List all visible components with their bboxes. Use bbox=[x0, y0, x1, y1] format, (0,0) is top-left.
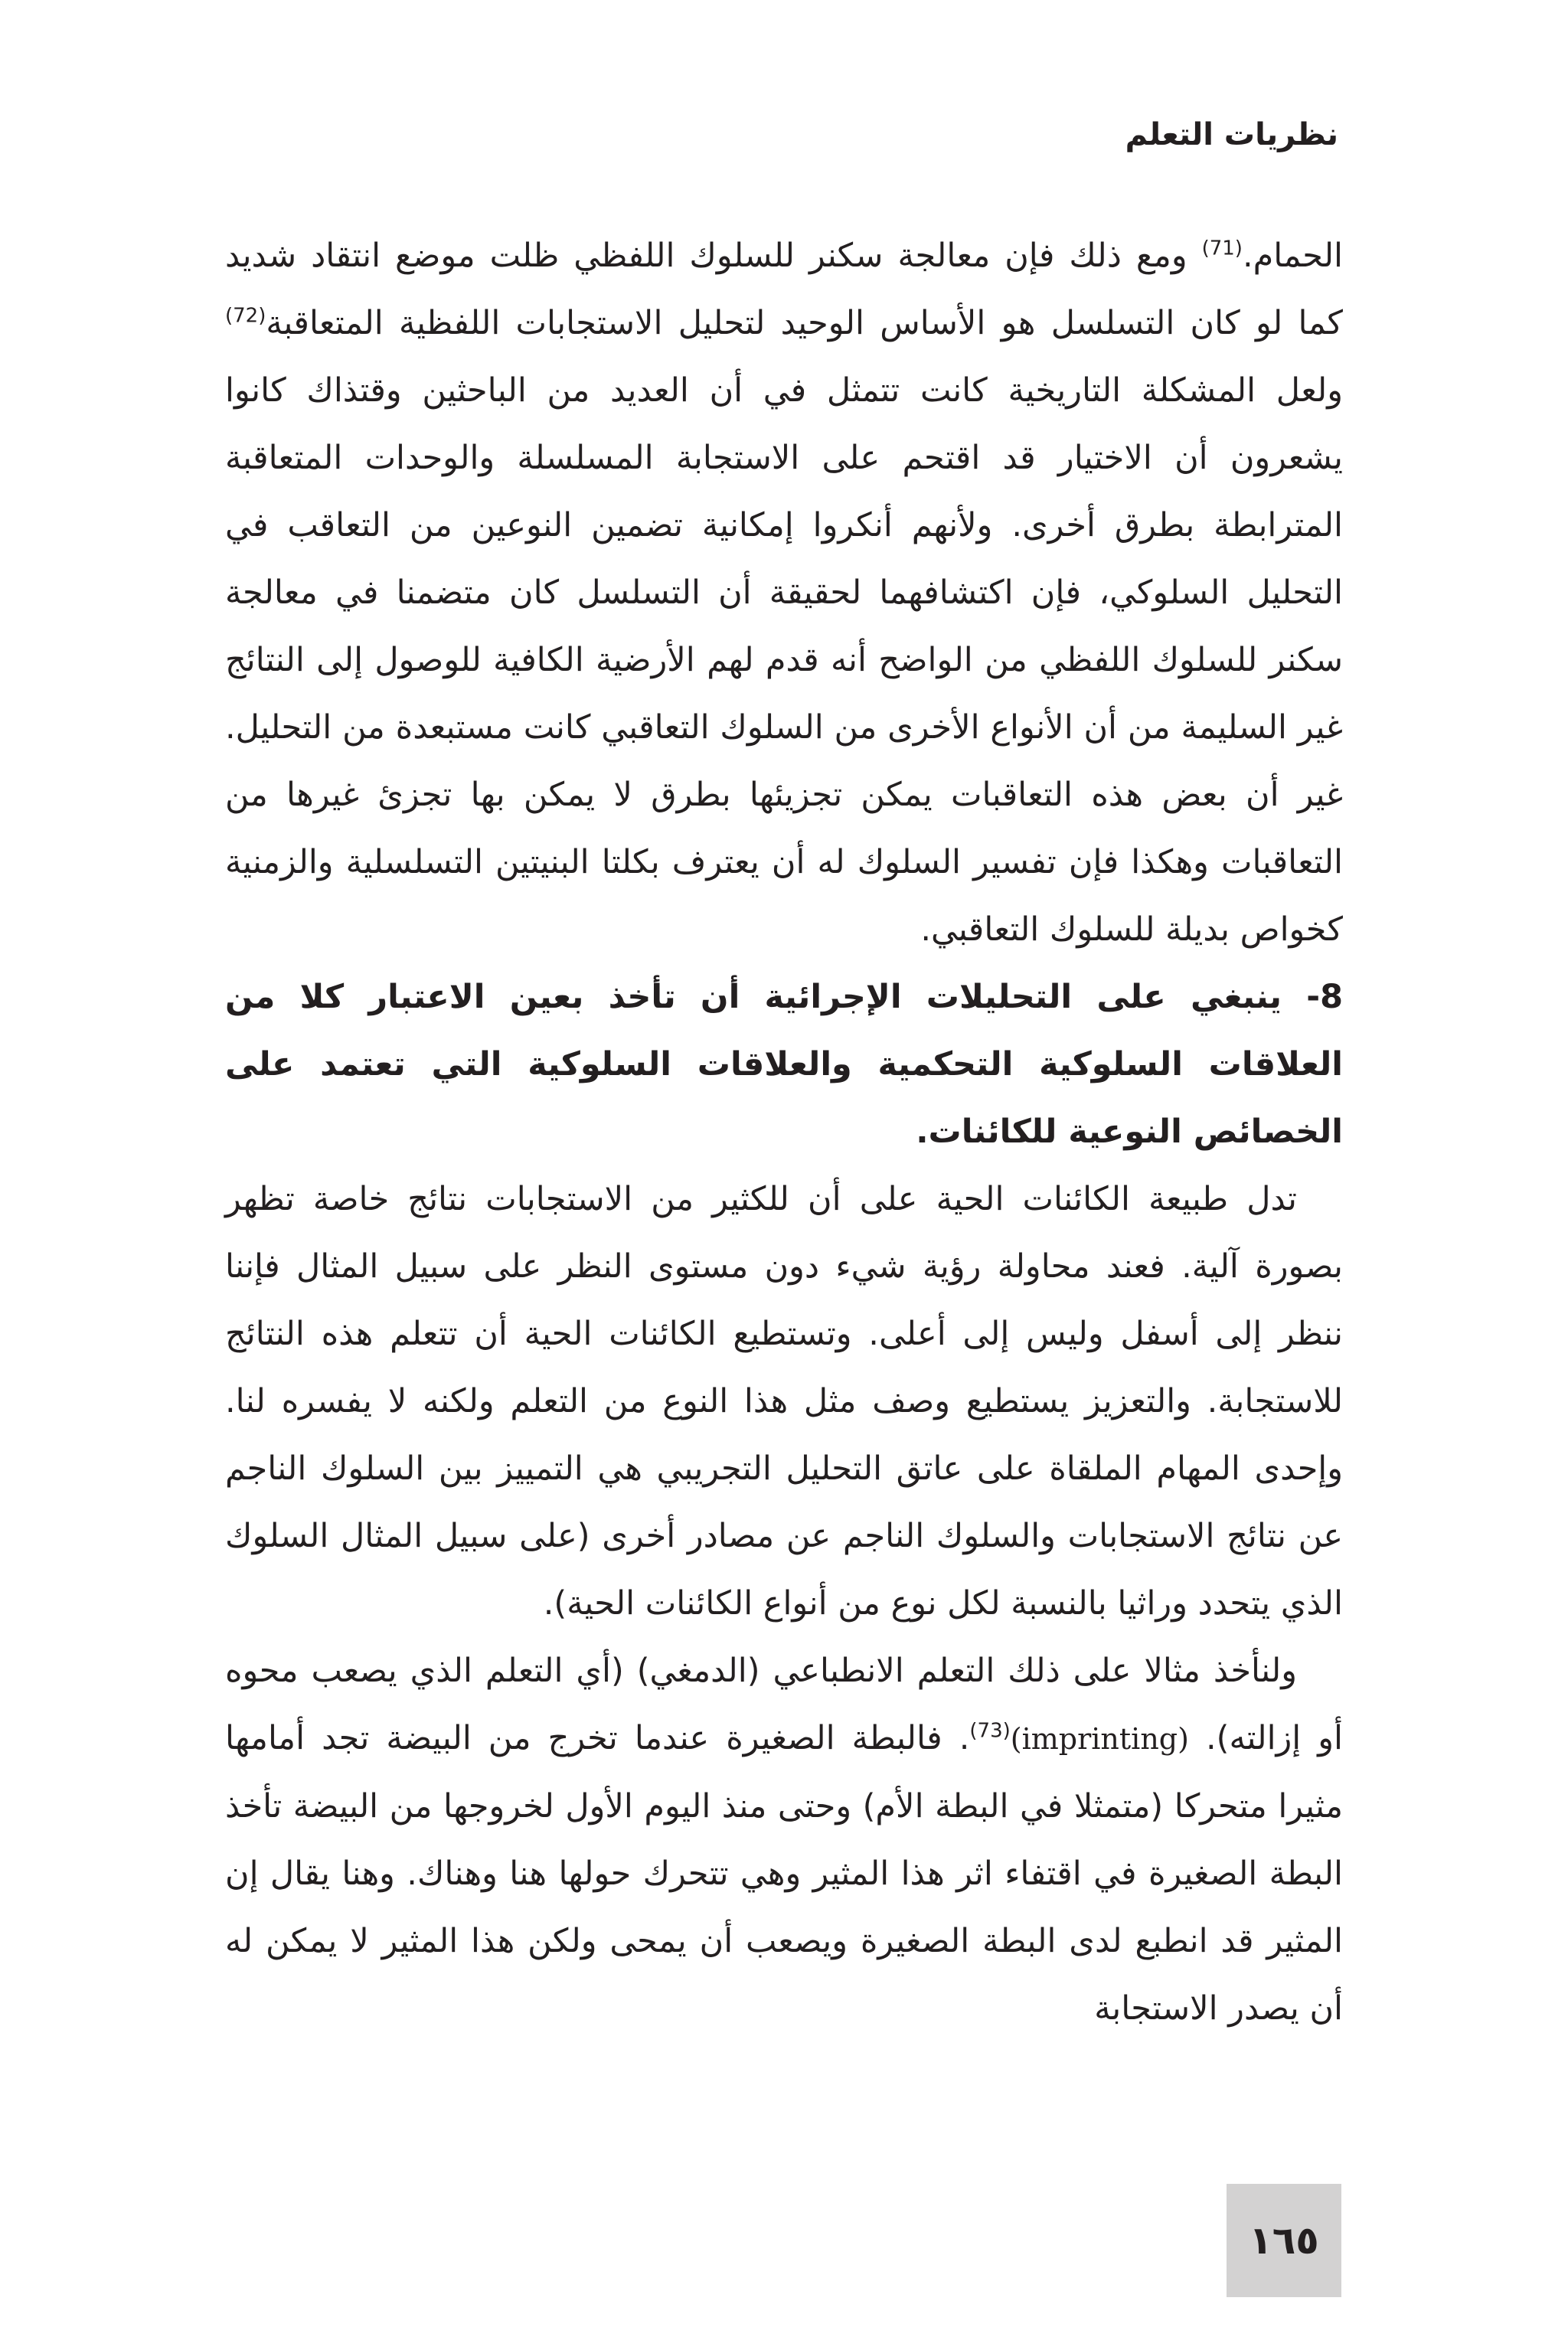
section-heading-8: 8- ينبغي على التحليلات الإجرائية أن تأخذ بعين الاعتبار كلا من العلاقات السلوكية التحكمية والعلاقات السلوكية التي تعتمد على الخصائص النوعية للكائنات. bbox=[225, 978, 1343, 1151]
paragraph-1 bbox=[225, 222, 1343, 963]
footnote-ref-71[interactable]: (71) bbox=[1201, 237, 1243, 260]
paragraph-3-part-a: ولنأخذ مثالا على ذلك التعلم الانطباعي (الدمغي) (أي التعلم الذي يصعب محوه أو إزالته). bbox=[225, 1652, 1343, 1757]
running-header: نظريات التعلم bbox=[1125, 117, 1338, 152]
body-text bbox=[225, 222, 1343, 2042]
paragraph-1-part-b: ومع ذلك فإن معالجة سكنر للسلوك اللفظي ظلت موضع انتقاد شديد كما لو كان التسلسل هو الأساس الوحيد لتحليل الاستجابات اللفظية المتعاقبة bbox=[225, 237, 1343, 342]
paragraph-1-part-a: الحمام. bbox=[1242, 237, 1343, 275]
paragraph-1-part-c: ولعل المشكلة التاريخية كانت تتمثل في أن العديد من الباحثين وقتذاك كانوا يشعرون أن الاختيار قد اقتحم على الاستجابة المسلسلة والوحدات المتعاقبة المترابطة بطرق أخرى. ولأنهم أنكروا إمكانية تضمين النوعين من التعاقب في التحليل السلوكي، فإن اكتشافهما لحقيقة أن التسلسل كان متضمنا في معالجة سكنر للسلوك اللفظي من الواضح أنه قدم لهم الأرضية الكافية للوصول إلى النتائج غير السليمة من أن الأنواع الأخرى من السلوك التعاقبي كانت مستبعدة من التحليل. غير أن بعض هذه التعاقبات يمكن تجزيئها بطرق لا يمكن بها تجزئ غيرها من التعاقبات وهكذا فإن تفسير السلوك له أن يعترف بكلتا البنيتين التسلسلية والزمنية كخواص بديلة للسلوك التعاقبي. bbox=[225, 371, 1343, 949]
paragraph-2: تدل طبيعة الكائنات الحية على أن للكثير من الاستجابات نتائج خاصة تظهر بصورة آلية. فعند محاولة رؤية شيء دون مستوى النظر على سبيل المثال فإننا ننظر إلى أسفل وليس إلى أعلى. وتستطيع الكائنات الحية أن تتعلم هذه النتائج للاستجابة. والتعزيز يستطيع وصف مثل هذا النوع من التعلم ولكنه لا يفسره لنا. وإحدى المهام الملقاة على عاتق التحليل التجريبي هي التمييز بين السلوك الناجم عن نتائج الاستجابات والسلوك الناجم عن مصادر أخرى (على سبيل المثال السلوك الذي يتحدد وراثيا بالنسبة لكل نوع من أنواع الكائنات الحية). bbox=[225, 1180, 1343, 1623]
footnote-ref-73[interactable]: (73) bbox=[969, 1719, 1011, 1743]
footnote-ref-72[interactable]: (72) bbox=[225, 304, 266, 328]
paragraph-3 bbox=[225, 1637, 1343, 2042]
latin-term: (imprinting) bbox=[1010, 1722, 1189, 1756]
paragraph-3-part-b: . فالبطة الصغيرة عندما تخرج من البيضة تجد أمامها مثيرا متحركا (متمثلا في البطة الأم) وحتى منذ اليوم الأول لخروجها من البيضة تأخذ البطة الصغيرة في اقتفاء اثر هذا المثير وهي تتحرك حولها هنا وهناك. وهنا يقال إن المثير قد انطبع لدى البطة الصغيرة ويصعب أن يمحى ولكن هذا المثير لا يمكن له أن يصدر الاستجابة bbox=[225, 1719, 1343, 2028]
page-number: ١٦٥ bbox=[1227, 2184, 1341, 2297]
